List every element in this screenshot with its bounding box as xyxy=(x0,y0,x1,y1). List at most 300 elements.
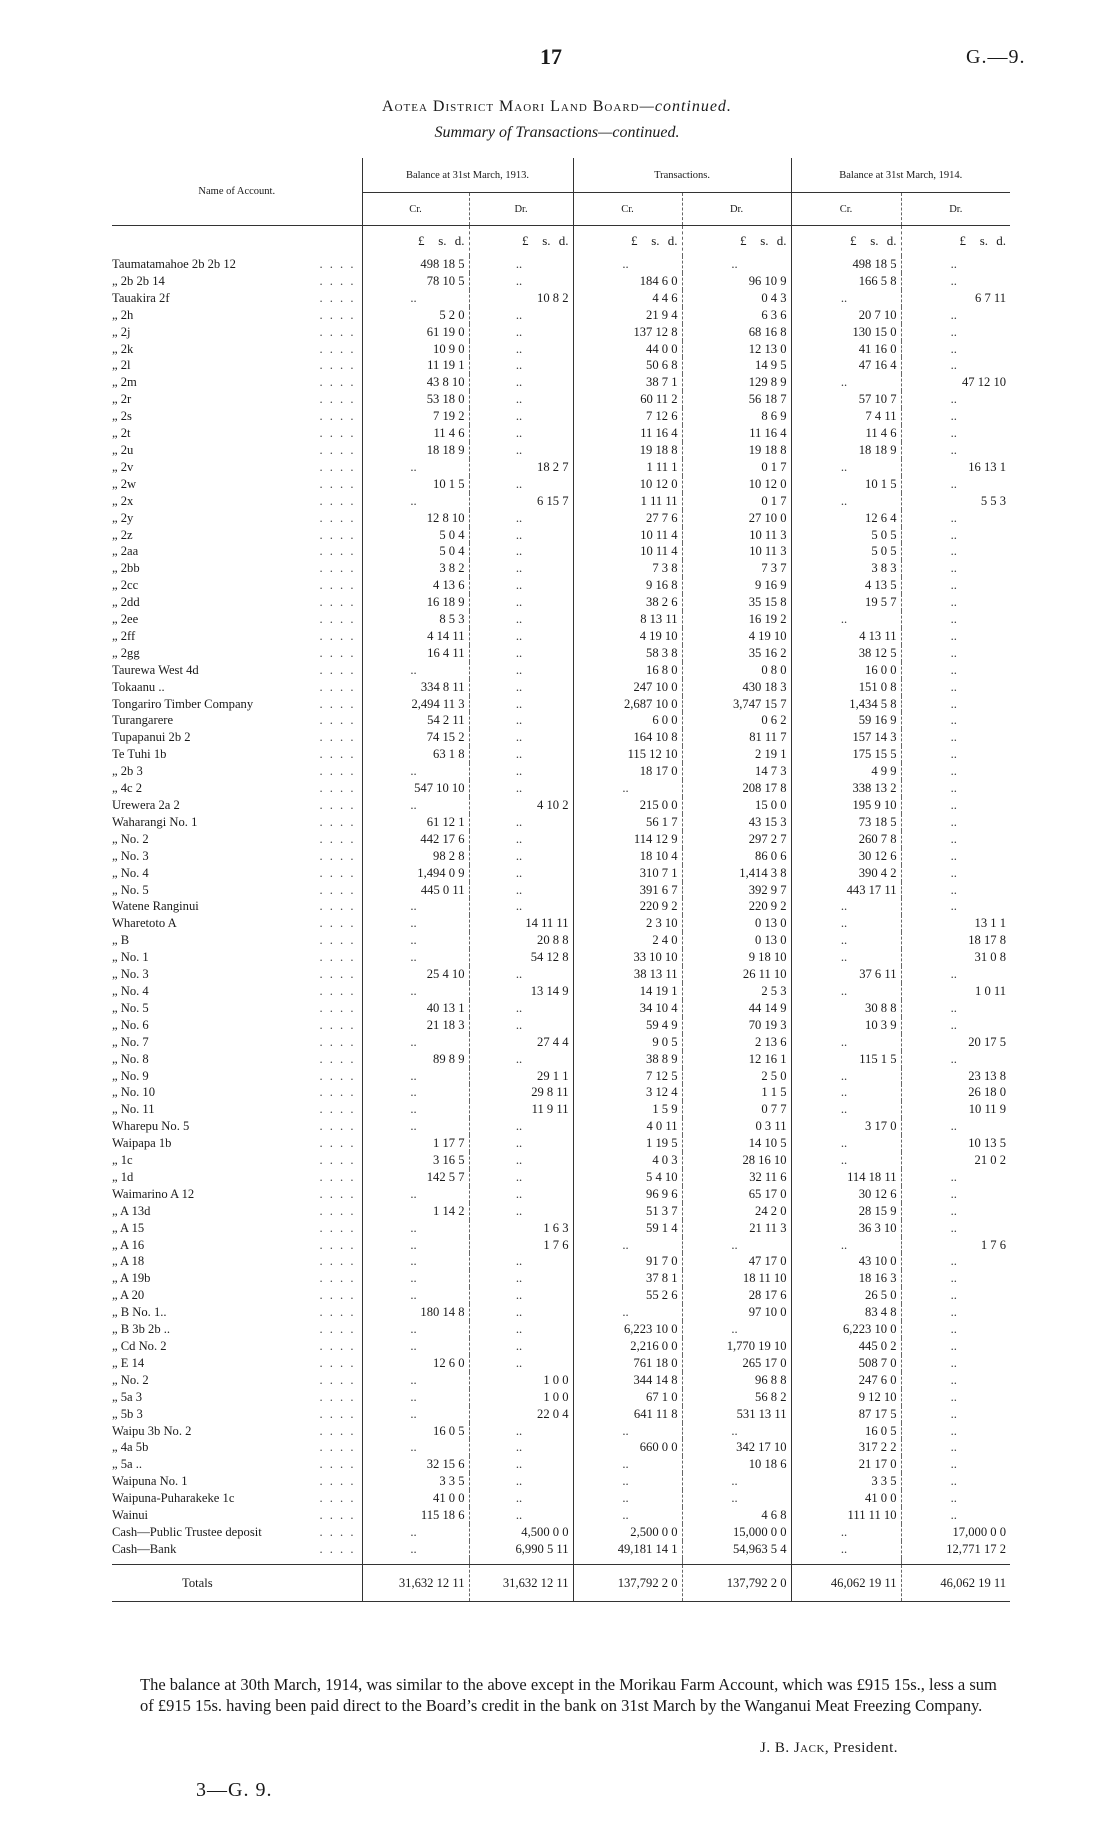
table-row xyxy=(112,1084,1010,1101)
account-name-cell xyxy=(112,932,362,949)
amount xyxy=(470,543,573,560)
amount xyxy=(574,1565,682,1601)
amount-cell xyxy=(573,307,682,324)
account-name-cell xyxy=(112,459,362,476)
amount xyxy=(792,1423,901,1440)
account-name-cell xyxy=(112,442,362,459)
account-name: Taurewa West 4d xyxy=(112,662,199,677)
amount xyxy=(683,357,791,374)
amount-cell xyxy=(901,374,1010,391)
leader-dots: . . . . xyxy=(319,1237,356,1252)
amount-cell xyxy=(901,1372,1010,1389)
amount xyxy=(470,341,573,358)
account-name-cell xyxy=(112,1101,362,1118)
amount-cell xyxy=(682,324,791,341)
amount-cell xyxy=(469,814,573,831)
amount xyxy=(792,1355,901,1372)
leader-dots: . . . . xyxy=(319,1271,356,1286)
amount-cell xyxy=(573,814,682,831)
amount-cell xyxy=(791,324,901,341)
amount xyxy=(792,408,901,425)
amount xyxy=(683,932,791,949)
amount xyxy=(574,831,682,848)
amount-cell xyxy=(791,1220,901,1237)
amount-cell xyxy=(901,425,1010,442)
amount-cell xyxy=(682,679,791,696)
amount-cell xyxy=(469,865,573,882)
amount-cell xyxy=(469,1456,573,1473)
account-name: „ No. 7 xyxy=(112,1034,149,1049)
amount xyxy=(470,1304,573,1321)
amount xyxy=(792,1068,901,1085)
amount-value: 0 13 0 xyxy=(755,916,787,931)
amount-value: 4,500 0 0 xyxy=(521,1524,569,1539)
empty-mark: .. xyxy=(950,730,957,745)
leader-dots: . . . . xyxy=(319,392,356,407)
leader-dots: . . . . xyxy=(319,1153,356,1168)
amount-value: 4 19 10 xyxy=(639,628,678,643)
table-row xyxy=(112,780,1010,797)
amount-cell xyxy=(682,1423,791,1440)
amount xyxy=(902,493,1011,510)
amount-value: 61 19 0 xyxy=(426,324,465,339)
amount xyxy=(470,848,573,865)
amount-cell xyxy=(469,527,573,544)
amount-value: 38 7 1 xyxy=(646,375,678,390)
amount-cell xyxy=(362,1490,469,1507)
amount-cell xyxy=(682,1203,791,1220)
table-row xyxy=(112,1135,1010,1152)
amount-value: 83 4 8 xyxy=(865,1305,897,1320)
name-of-account-header: Name of Account. xyxy=(112,158,362,226)
amount xyxy=(363,915,469,932)
amount-cell xyxy=(791,594,901,611)
leader-dots: . . . . xyxy=(319,612,356,627)
amount xyxy=(792,1321,901,1338)
amount-cell xyxy=(362,1220,469,1237)
amount-cell xyxy=(901,1473,1010,1490)
empty-mark: .. xyxy=(950,882,957,897)
amount xyxy=(683,1000,791,1017)
amount-cell xyxy=(791,611,901,628)
amount-cell xyxy=(362,949,469,966)
amount xyxy=(574,1490,682,1507)
account-name-cell xyxy=(112,1338,362,1355)
table-row xyxy=(112,1118,1010,1135)
amount xyxy=(470,831,573,848)
amount xyxy=(683,1152,791,1169)
empty-mark: .. xyxy=(950,341,957,356)
amount-value: 41 0 0 xyxy=(865,1491,897,1506)
amount-cell xyxy=(791,1541,901,1558)
amount-cell xyxy=(362,1389,469,1406)
account-name: „ 2aa xyxy=(112,544,139,559)
amount xyxy=(470,1017,573,1034)
amount-value: 660 0 0 xyxy=(639,1440,678,1455)
empty-mark: .. xyxy=(840,1524,848,1539)
amount xyxy=(683,1490,791,1507)
account-name-cell xyxy=(112,915,362,932)
empty-mark: .. xyxy=(515,527,523,542)
amount xyxy=(902,1034,1011,1051)
leader-dots: . . . . xyxy=(319,831,356,846)
amount xyxy=(683,1017,791,1034)
amount-cell xyxy=(573,1439,682,1456)
account-name-cell xyxy=(112,1000,362,1017)
amount-cell xyxy=(469,1338,573,1355)
amount-value: 1 14 2 xyxy=(433,1203,465,1218)
amount-cell xyxy=(469,983,573,1000)
amount-value: 115 18 6 xyxy=(420,1508,465,1523)
account-name: „ No. 5 xyxy=(112,882,149,897)
amount-value: 11 4 6 xyxy=(433,426,465,441)
amount-cell xyxy=(901,273,1010,290)
amount xyxy=(792,1152,901,1169)
amount-cell xyxy=(469,374,573,391)
amount-cell xyxy=(469,746,573,763)
leader-dots: . . . . xyxy=(319,764,356,779)
amount-value: 61 12 1 xyxy=(426,814,465,829)
table-row xyxy=(112,1456,1010,1473)
amount xyxy=(792,1253,901,1270)
table-row xyxy=(112,1220,1010,1237)
amount-cell xyxy=(362,797,469,814)
amount-cell xyxy=(573,628,682,645)
amount xyxy=(902,1439,1011,1456)
amount-cell xyxy=(791,357,901,374)
amount xyxy=(470,696,573,713)
amount-value: 36 3 10 xyxy=(858,1220,897,1235)
amount-value: 44 14 9 xyxy=(748,1000,787,1015)
amount-cell xyxy=(573,324,682,341)
amount-value: 56 1 7 xyxy=(646,814,678,829)
amount xyxy=(683,510,791,527)
empty-mark: .. xyxy=(410,1237,417,1252)
account-name-cell xyxy=(112,1152,362,1169)
amount xyxy=(470,1321,573,1338)
amount-cell xyxy=(573,1169,682,1186)
table-row xyxy=(112,307,1010,324)
amount xyxy=(574,1135,682,1152)
amount-value: 24 2 0 xyxy=(755,1203,787,1218)
amount-cell xyxy=(901,1203,1010,1220)
amount xyxy=(683,1169,791,1186)
amount-cell xyxy=(791,476,901,493)
amount-cell xyxy=(901,1237,1010,1254)
amount xyxy=(902,932,1011,949)
amount-cell xyxy=(362,425,469,442)
empty-mark: .. xyxy=(515,831,523,846)
amount xyxy=(574,1423,682,1440)
amount-cell xyxy=(901,915,1010,932)
amount xyxy=(363,1253,469,1270)
amount xyxy=(363,1186,469,1203)
table-row xyxy=(112,527,1010,544)
amount-cell xyxy=(469,1541,573,1558)
amount-cell xyxy=(362,645,469,662)
amount xyxy=(470,1406,573,1423)
amount-cell xyxy=(362,780,469,797)
amount xyxy=(902,1169,1011,1186)
amount-cell xyxy=(901,1524,1010,1541)
empty-mark: .. xyxy=(515,1169,523,1184)
amount xyxy=(683,746,791,763)
amount-cell xyxy=(573,510,682,527)
amount-value: 16 13 1 xyxy=(968,459,1007,474)
amount xyxy=(792,577,901,594)
empty-mark: .. xyxy=(410,1406,417,1421)
amount xyxy=(683,1456,791,1473)
leader-dots: . . . . xyxy=(319,1305,356,1320)
amount xyxy=(574,476,682,493)
amount-cell xyxy=(791,1338,901,1355)
amount xyxy=(470,763,573,780)
amount-cell xyxy=(362,1186,469,1203)
amount-cell xyxy=(901,527,1010,544)
table-row xyxy=(112,391,1010,408)
amount-cell xyxy=(791,1000,901,1017)
amount-cell xyxy=(682,1237,791,1254)
amount-cell xyxy=(682,1338,791,1355)
amount xyxy=(683,949,791,966)
amount xyxy=(792,307,901,324)
empty-mark: .. xyxy=(840,1153,848,1168)
amount xyxy=(470,780,573,797)
amount xyxy=(363,1321,469,1338)
account-name: „ A 15 xyxy=(112,1220,145,1235)
empty-mark: .. xyxy=(950,1288,957,1303)
amount-cell xyxy=(682,1372,791,1389)
amount-cell xyxy=(469,459,573,476)
amount xyxy=(470,493,573,510)
amount-value: 63 1 8 xyxy=(433,747,465,762)
amount xyxy=(363,594,469,611)
amount-value: 7 12 6 xyxy=(646,409,678,424)
account-name-cell xyxy=(112,391,362,408)
amount xyxy=(902,1456,1011,1473)
amount-cell xyxy=(573,1541,682,1558)
amount xyxy=(574,543,682,560)
amount-value: 0 7 7 xyxy=(761,1102,787,1117)
table-row xyxy=(112,1372,1010,1389)
empty-mark: .. xyxy=(950,595,957,610)
leader-dots: . . . . xyxy=(319,1457,356,1472)
amount-cell xyxy=(362,915,469,932)
amount-cell xyxy=(901,1068,1010,1085)
empty-mark: .. xyxy=(950,476,957,491)
amount xyxy=(363,408,469,425)
amount-cell xyxy=(682,594,791,611)
amount-cell xyxy=(469,729,573,746)
account-name: „ 4a 5b xyxy=(112,1440,149,1455)
amount-cell xyxy=(682,391,791,408)
amount-cell xyxy=(791,882,901,899)
table-row xyxy=(112,1473,1010,1490)
amount xyxy=(792,645,901,662)
amount-value: 38 13 11 xyxy=(633,967,678,982)
amount-cell xyxy=(362,577,469,594)
amount-value: 1 1 5 xyxy=(761,1085,787,1100)
amount-cell xyxy=(791,763,901,780)
amount xyxy=(470,324,573,341)
leader-dots: . . . . xyxy=(319,290,356,305)
account-name: Tauakira 2f xyxy=(112,290,170,305)
amount xyxy=(574,763,682,780)
empty-mark: .. xyxy=(410,1372,417,1387)
amount xyxy=(902,746,1011,763)
unit-cell xyxy=(682,226,791,257)
amount xyxy=(792,273,901,290)
total-cell xyxy=(469,1564,573,1601)
account-name: „ 2r xyxy=(112,392,132,407)
amount-cell xyxy=(791,1169,901,1186)
account-name-cell xyxy=(112,1270,362,1287)
amount-cell xyxy=(469,476,573,493)
amount xyxy=(363,560,469,577)
amount-cell xyxy=(362,543,469,560)
amount xyxy=(363,831,469,848)
amount-value: 1,494 0 9 xyxy=(417,865,465,880)
amount xyxy=(470,459,573,476)
leader-dots: . . . . xyxy=(319,882,356,897)
amount xyxy=(574,696,682,713)
amount xyxy=(470,1220,573,1237)
amount-cell xyxy=(573,1406,682,1423)
amount xyxy=(792,1186,901,1203)
amount xyxy=(792,662,901,679)
amount xyxy=(683,645,791,662)
amount-value: 20 17 5 xyxy=(968,1034,1007,1049)
account-name-cell xyxy=(112,594,362,611)
amount-value: 4 13 11 xyxy=(859,628,897,643)
amount xyxy=(574,1084,682,1101)
amount-cell xyxy=(791,1507,901,1524)
amount-cell xyxy=(682,898,791,915)
amount-value: 1 0 0 xyxy=(543,1389,569,1404)
amount xyxy=(683,1321,791,1338)
amount-value: 10 13 5 xyxy=(968,1136,1007,1151)
empty-mark: .. xyxy=(410,916,417,931)
amount-cell xyxy=(469,679,573,696)
amount-cell xyxy=(901,746,1010,763)
amount-value: 111 11 10 xyxy=(847,1508,897,1523)
table-row xyxy=(112,1000,1010,1017)
account-name-cell xyxy=(112,1253,362,1270)
amount-cell xyxy=(362,865,469,882)
amount xyxy=(470,594,573,611)
amount-value: 641 11 8 xyxy=(633,1406,678,1421)
amount xyxy=(574,256,682,273)
amount-cell xyxy=(791,662,901,679)
amount-cell xyxy=(682,1017,791,1034)
amount-value: 215 0 0 xyxy=(639,798,678,812)
amount xyxy=(792,341,901,358)
amount xyxy=(902,324,1011,341)
amount-cell xyxy=(469,1101,573,1118)
account-name: „ 2cc xyxy=(112,578,139,593)
amount-cell xyxy=(362,324,469,341)
amount xyxy=(363,577,469,594)
empty-mark: .. xyxy=(731,1237,738,1252)
amount xyxy=(363,1034,469,1051)
amount-cell xyxy=(362,882,469,899)
empty-mark: .. xyxy=(410,1119,417,1134)
leader-dots: . . . . xyxy=(319,1119,356,1134)
amount-cell xyxy=(901,341,1010,358)
amount-cell xyxy=(682,307,791,324)
amount xyxy=(470,898,573,915)
leader-dots: . . . . xyxy=(319,1051,356,1066)
leader-dots: . . . . xyxy=(319,747,356,762)
amount-value: 10 3 9 xyxy=(865,1017,897,1032)
amount-cell xyxy=(469,1473,573,1490)
amount-value: 15 0 0 xyxy=(755,798,787,812)
amount xyxy=(902,1152,1011,1169)
amount xyxy=(683,1389,791,1406)
empty-mark: .. xyxy=(840,916,848,931)
empty-mark: .. xyxy=(515,1186,523,1201)
table-row xyxy=(112,712,1010,729)
amount-cell xyxy=(791,442,901,459)
empty-mark: .. xyxy=(950,848,957,863)
amount xyxy=(470,1423,573,1440)
empty-mark: .. xyxy=(515,426,523,441)
amount-cell xyxy=(362,763,469,780)
amount-value: 2 4 0 xyxy=(652,933,678,948)
leader-dots: . . . . xyxy=(319,1254,356,1269)
amount xyxy=(363,1490,469,1507)
account-name: Turangarere xyxy=(112,713,174,728)
empty-mark: .. xyxy=(731,1474,738,1489)
amount-cell xyxy=(573,611,682,628)
amount xyxy=(683,1135,791,1152)
leader-dots: . . . . xyxy=(319,967,356,982)
table-row xyxy=(112,1524,1010,1541)
amount xyxy=(363,1084,469,1101)
amount-cell xyxy=(362,1473,469,1490)
empty-mark: .. xyxy=(840,459,848,474)
account-name: „ No. 4 xyxy=(112,983,149,998)
amount xyxy=(470,662,573,679)
amount-cell xyxy=(362,560,469,577)
amount-value: 4 10 2 xyxy=(537,798,569,812)
amount-cell xyxy=(362,391,469,408)
account-name: „ 4c 2 xyxy=(112,781,143,796)
amount xyxy=(792,442,901,459)
amount-cell xyxy=(682,1524,791,1541)
empty-mark: .. xyxy=(515,1508,523,1523)
amount xyxy=(470,729,573,746)
empty-mark: .. xyxy=(515,1491,523,1506)
amount xyxy=(792,1389,901,1406)
amount xyxy=(902,560,1011,577)
empty-mark: .. xyxy=(622,1474,629,1489)
amount-cell xyxy=(901,611,1010,628)
empty-mark: .. xyxy=(515,1339,523,1353)
amount xyxy=(792,865,901,882)
amount-value: 27 10 0 xyxy=(748,510,787,525)
account-name: Taumatamahoe 2b 2b 12 xyxy=(112,257,236,271)
amount-value: 57 10 7 xyxy=(858,392,897,407)
amount-value: 2 3 10 xyxy=(646,916,678,931)
amount xyxy=(574,357,682,374)
account-name: „ 2b 3 xyxy=(112,764,143,779)
amount-value: 18 11 10 xyxy=(742,1271,787,1286)
table-row xyxy=(112,510,1010,527)
amount-value: 547 10 10 xyxy=(414,781,465,796)
amount-cell xyxy=(573,662,682,679)
amount xyxy=(902,476,1011,493)
